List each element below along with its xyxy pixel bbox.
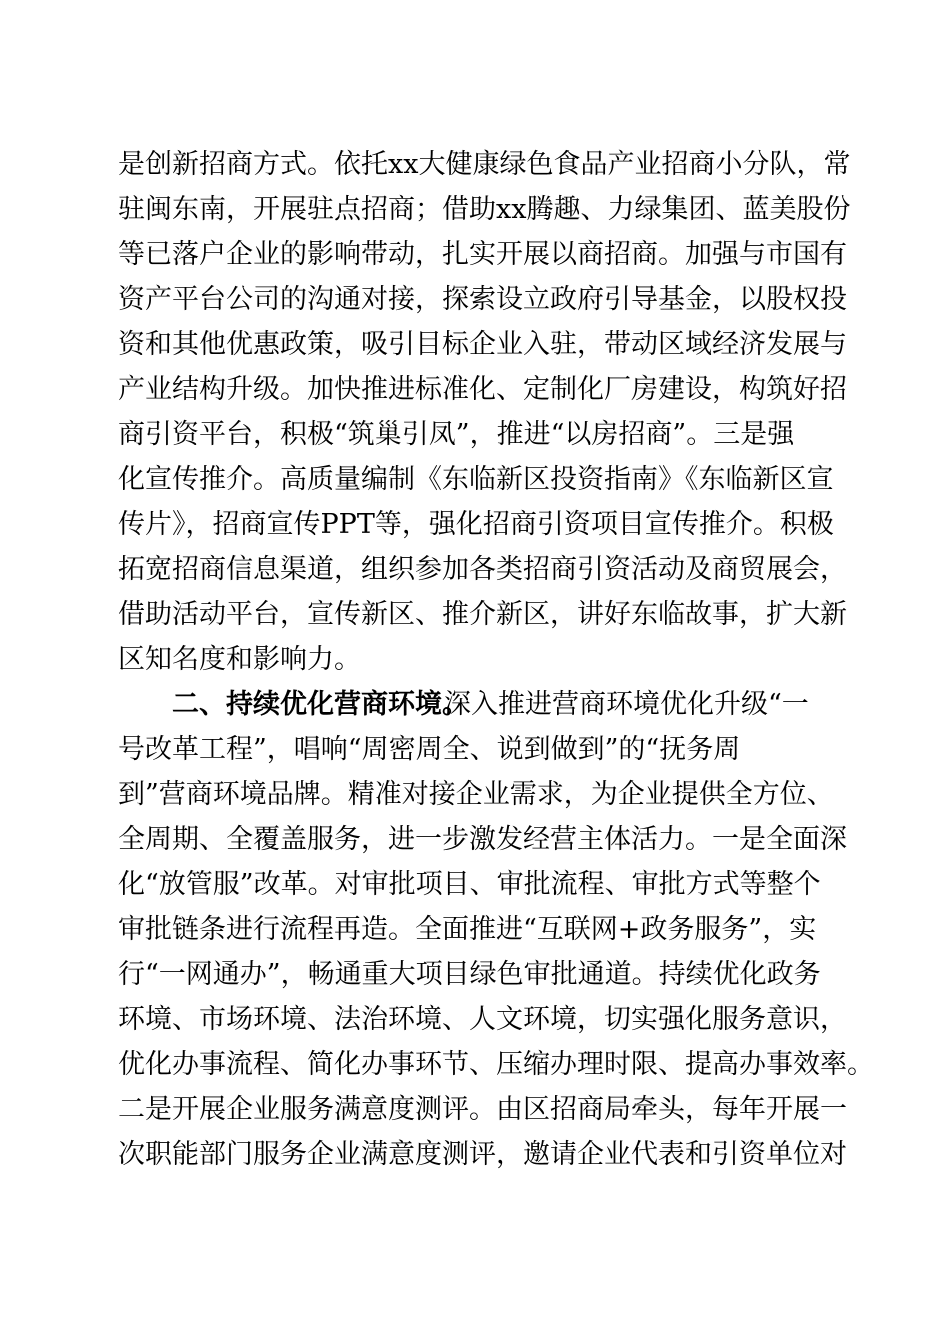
paragraph-line	[0, 370, 950, 410]
line-text: 借助活动平台，宣传新区、推介新区，讲好东临故事，扩大新	[118, 599, 847, 630]
line-text: 拓宽招商信息渠道，组织参加各类招商引资活动及商贸展会，	[118, 554, 847, 585]
line-text: 资产平台公司的沟通对接，探索设立政府引导基金，以股权投	[118, 284, 847, 315]
paragraph-line	[0, 820, 950, 860]
line-text: 区知名度和影响力。	[118, 644, 361, 675]
paragraph-line	[0, 415, 950, 455]
paragraph-line	[0, 865, 950, 905]
paragraph-line	[0, 460, 950, 500]
paragraph-line	[0, 640, 950, 680]
line-text: 驻闽东南，开展驻点招商；借助xx腾趣、力绿集团、蓝美股份	[118, 194, 851, 225]
line-text: 化宣传推介。高质量编制《东临新区投资指南》《东临新区宣	[118, 464, 834, 495]
paragraph-line	[0, 1000, 950, 1040]
paragraph-line	[0, 145, 950, 185]
section-heading: 二、持续优化营商环境。	[172, 689, 469, 720]
line-text: 深入推进营商环境优化升级“一	[444, 689, 809, 720]
line-text: 产业结构升级。加快推进标准化、定制化厂房建设，构筑好招	[118, 374, 847, 405]
line-text: 二是开展企业服务满意度测评。由区招商局牵头，每年开展一	[118, 1094, 847, 1125]
paragraph-line	[0, 910, 950, 950]
line-text: 是创新招商方式。依托xx大健康绿色食品产业招商小分队，常	[118, 149, 851, 180]
line-text: 到”营商环境品牌。精准对接企业需求，为企业提供全方位、	[118, 779, 834, 810]
line-text: 资和其他优惠政策，吸引目标企业入驻，带动区域经济发展与	[118, 329, 847, 360]
line-text: 行“一网通办”，畅通重大项目绿色审批通道。持续优化政务	[118, 959, 821, 990]
line-text: 化“放管服”改革。对审批项目、审批流程、审批方式等整个	[118, 869, 821, 900]
line-text: 次职能部门服务企业满意度测评，邀请企业代表和引资单位对	[118, 1139, 847, 1170]
paragraph-line	[0, 775, 950, 815]
line-text: 传片》，招商宣传PPT等，强化招商引资项目宣传推介。积极	[118, 509, 834, 540]
paragraph-line	[0, 190, 950, 230]
line-text: 优化办事流程、简化办事环节、压缩办理时限、提高办事效率。	[118, 1049, 874, 1080]
paragraph-line	[0, 550, 950, 590]
paragraph-line	[0, 1090, 950, 1130]
line-text: 号改革工程”，唱响“周密周全、说到做到”的“抚务周	[118, 734, 741, 765]
paragraph-line	[0, 685, 950, 725]
paragraph-line	[0, 1045, 950, 1085]
paragraph-line	[0, 1135, 950, 1175]
paragraph-line	[0, 325, 950, 365]
paragraph-line	[0, 505, 950, 545]
line-text: 环境、市场环境、法治环境、人文环境，切实强化服务意识，	[118, 1004, 847, 1035]
line-text: 商引资平台，积极“筑巢引凤”，推进“以房招商”。三是强	[118, 419, 795, 450]
line-text: 审批链条进行流程再造。全面推进“互联网+政务服务”，实	[118, 914, 817, 945]
paragraph-line	[0, 280, 950, 320]
line-text: 全周期、全覆盖服务，进一步激发经营主体活力。一是全面深	[118, 824, 847, 855]
paragraph-line	[0, 955, 950, 995]
paragraph-line	[0, 235, 950, 275]
paragraph-line	[0, 730, 950, 770]
line-text: 等已落户企业的影响带动，扎实开展以商招商。加强与市国有	[118, 239, 847, 270]
paragraph-line	[0, 595, 950, 635]
